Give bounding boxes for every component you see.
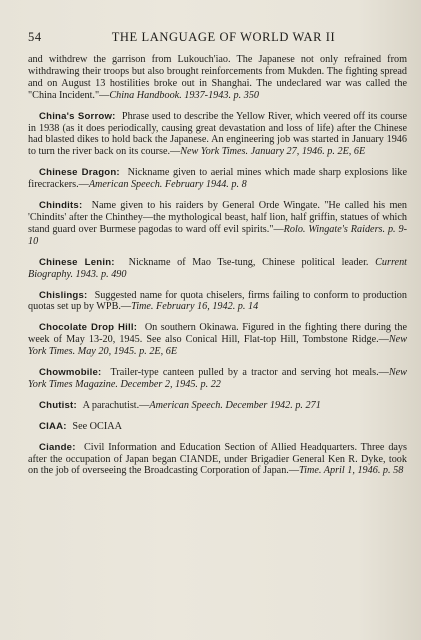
glossary-entry-chindits: Chindits: Name given to his raiders by General Orde Wingate. "He called his men 'Chindits' after the Chinthey—the mythological beast, half lion, half griffin, statues of which stand guard over Burmese pagodas to ward off evil spirits."—Rolo. Wingate's Raiders. p. 9-10 (28, 200, 407, 247)
entry-term: Chindits (39, 200, 79, 212)
glossary-entry-ciaa: CIAA: See OCIAA (39, 420, 122, 432)
glossary-entry-chinese-dragon: Chinese Dragon: Nickname given to aerial mines which made sharp explosions like firecrackers.—American Speech. February 1944. p. 8 (28, 167, 407, 191)
page-header (28, 30, 407, 45)
entry-body: and withdrew the garrison from Lukouch'iao. The Japanese not only refrained from withdrawing their troops but also brought reinforcements from Mukden. The fighting spread and on August 13 hostilities broke out in Shanghai. The undeclared war was called the "China Incident."— (28, 54, 407, 101)
entry-body: Nickname given to aerial mines which made sharp explosions like firecrackers.— (28, 167, 407, 191)
entry-term: Chowmobile (39, 367, 99, 379)
entry-body: See OCIAA (72, 420, 122, 432)
entry-term: Chislings (39, 289, 84, 301)
glossary-entry-ciande: Ciande: Civil Information and Education Section of Allied Headquarters. Three days after the occupation of Japan began CIANDE, under Brigadier General Ken R. Dyke, took on the job of overseeing the Broadcasting Corporation of Japan.—Time. April 1, 1946. p. 58 (28, 441, 407, 477)
entry-source: Time. February 16, 1942. p. 14 (131, 301, 259, 313)
entry-term: CIAA (39, 420, 64, 432)
glossary-entry-chutist: Chutist: A parachutist.—American Speech. December 1942. p. 271 (39, 399, 321, 411)
glossary-entry-chowmobile: Chowmobile: Trailer-type canteen pulled by a tractor and serving hot meals.—New York Times Magazine. December 2, 1945. p. 22 (28, 367, 407, 390)
entry-body: A parachutist.— (82, 399, 150, 411)
glossary-entry-chinas-sorrow: China's Sorrow: Phrase used to describe the Yellow River, which veered off its course in 1938 (as it does periodically, causing great devastation and loss of life) after the Chinese had blasted dikes to hold back the Japanese. An engineering job was started in January 1946 to turn the river back on its course.—New York Times. January 27, 1946. p. 2E, 6E (28, 110, 407, 158)
entry-term: Chinese Lenin (39, 256, 112, 268)
entry-source: New York Times Magazine. December 2, 1945. p. 22 (28, 367, 407, 390)
entry-source: New York Times. May 20, 1945. p. 2E, 6E (28, 334, 407, 358)
entry-body: Nickname of Mao Tse-tung, Chinese political leader. (128, 256, 376, 268)
entry-body: Suggested name for quota chiselers, firms failing to conform to production quotas set up by WPB.— (28, 289, 407, 313)
entry-term: Ciande (39, 441, 73, 453)
page-number: 54 (28, 30, 42, 44)
entry-term: Chutist (39, 399, 74, 411)
glossary-entry-continued (28, 54, 407, 102)
running-title: THE LANGUAGE OF WORLD WAR II (111, 30, 336, 44)
entry-source: Current Biography. 1943. p. 490 (28, 256, 407, 280)
entry-source: American Speech. December 1942. p. 271 (149, 399, 321, 411)
entry-body: Trailer-type canteen pulled by a tractor and serving hot meals.— (110, 367, 389, 379)
entry-source: Time. April 1, 1946. p. 58 (299, 465, 404, 477)
entry-body: Civil Information and Education Section of Allied Headquarters. Three days after the occupation of Japan began CIANDE, under Brigadier General Ken R. Dyke, took on the job of overseeing the Broadcasting Corporation of Japan.— (28, 441, 407, 477)
entry-source: New York Times. January 27, 1946. p. 2E, 6E (180, 146, 366, 158)
entry-term: Chocolate Drop Hill (39, 322, 134, 334)
glossary-entry-chocolate-drop-hill: Chocolate Drop Hill: On southern Okinawa. Figured in the fighting there during the week of May 13-20, 1945. See also Conical Hill, Flat-top Hill, Tombstone Ridge.—New York Times. May 20, 1945. p. 2E, 6E (28, 322, 407, 358)
entry-source: Rolo. Wingate's Raiders. p. 9-10 (28, 223, 407, 247)
entry-term: Chinese Dragon (39, 167, 117, 179)
entry-body: Phrase used to describe the Yellow River, which veered off its course in 1938 (as it does periodically, causing great devastation and loss of life) after the Chinese had blasted dikes to hold back the Japanese. An engineering job was started in January 1946 to turn the river back on its course.— (28, 110, 407, 158)
entry-source: American Speech. February 1944. p. 8 (88, 179, 247, 191)
entry-body: Name given to his raiders by General Orde Wingate. "He called his men 'Chindits' after the Chinthey—the mythological beast, half lion, half griffin, statues of which stand guard over Burmese pagodas to ward off evil spirits."— (28, 200, 407, 235)
entry-source: China Handbook. 1937-1943. p. 350 (109, 89, 260, 101)
glossary-entry-chislings: Chislings: Suggested name for quota chiselers, firms failing to conform to production quotas set up by WPB.—Time. February 16, 1942. p. 14 (28, 289, 407, 313)
entry-term: China's Sorrow (39, 110, 113, 122)
entry-body: On southern Okinawa. Figured in the fighting there during the week of May 13-20, 1945. See also Conical Hill, Flat-top Hill, Tombstone Ridge.— (28, 322, 407, 346)
glossary-entry-chinese-lenin: Chinese Lenin: Nickname of Mao Tse-tung, Chinese political leader. Current Biography. 1943. p. 490 (28, 256, 407, 280)
